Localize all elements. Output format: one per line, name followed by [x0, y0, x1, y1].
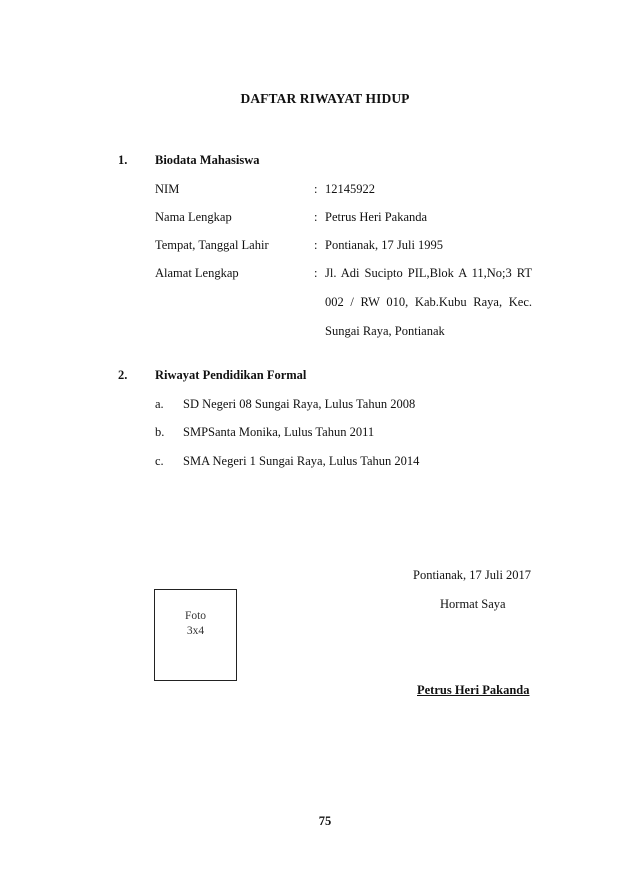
address-line-2: 002 / RW 010, Kab.Kubu Raya, Kec.	[325, 295, 532, 309]
page-title: DAFTAR RIWAYAT HIDUP	[240, 91, 410, 106]
address-value	[325, 266, 532, 353]
signature-name: Petrus Heri Pakanda	[417, 683, 530, 697]
name-label: Nama Lengkap	[155, 210, 232, 224]
nim-value: 12145922	[325, 182, 375, 196]
education-item-text: SD Negeri 08 Sungai Raya, Lulus Tahun 2008	[183, 397, 416, 411]
education-item-text: SMA Negeri 1 Sungai Raya, Lulus Tahun 2014	[183, 454, 420, 468]
birth-colon: :	[314, 238, 318, 252]
education-item-letter: a.	[155, 397, 164, 411]
section-1-number: 1.	[118, 153, 128, 167]
signature-place-date: Pontianak, 17 Juli 2017	[413, 568, 532, 582]
signature-closing: Hormat Saya	[440, 597, 506, 611]
address-line-1: Jl. Adi Sucipto PIL,Blok A 11,No;3 RT	[325, 266, 532, 280]
education-item-letter: c.	[155, 454, 164, 468]
address-line-3: Sungai Raya, Pontianak	[325, 324, 445, 338]
photo-label: Foto	[184, 610, 207, 622]
page-number: 75	[318, 814, 332, 828]
photo-size: 3x4	[186, 625, 205, 637]
name-colon: :	[314, 210, 318, 224]
education-item-letter: b.	[155, 425, 165, 439]
section-2-number: 2.	[118, 368, 128, 382]
name-value: Petrus Heri Pakanda	[325, 210, 428, 224]
section-1-title: Biodata Mahasiswa	[155, 153, 260, 167]
section-2-title: Riwayat Pendidikan Formal	[155, 368, 307, 382]
address-colon: :	[314, 266, 318, 280]
nim-colon: :	[314, 182, 318, 196]
address-label: Alamat Lengkap	[155, 266, 239, 280]
education-item-text: SMPSanta Monika, Lulus Tahun 2011	[183, 425, 375, 439]
birth-value: Pontianak, 17 Juli 1995	[325, 238, 444, 252]
nim-label: NIM	[155, 182, 180, 196]
birth-label: Tempat, Tanggal Lahir	[155, 238, 269, 252]
photo-placeholder	[154, 589, 237, 681]
